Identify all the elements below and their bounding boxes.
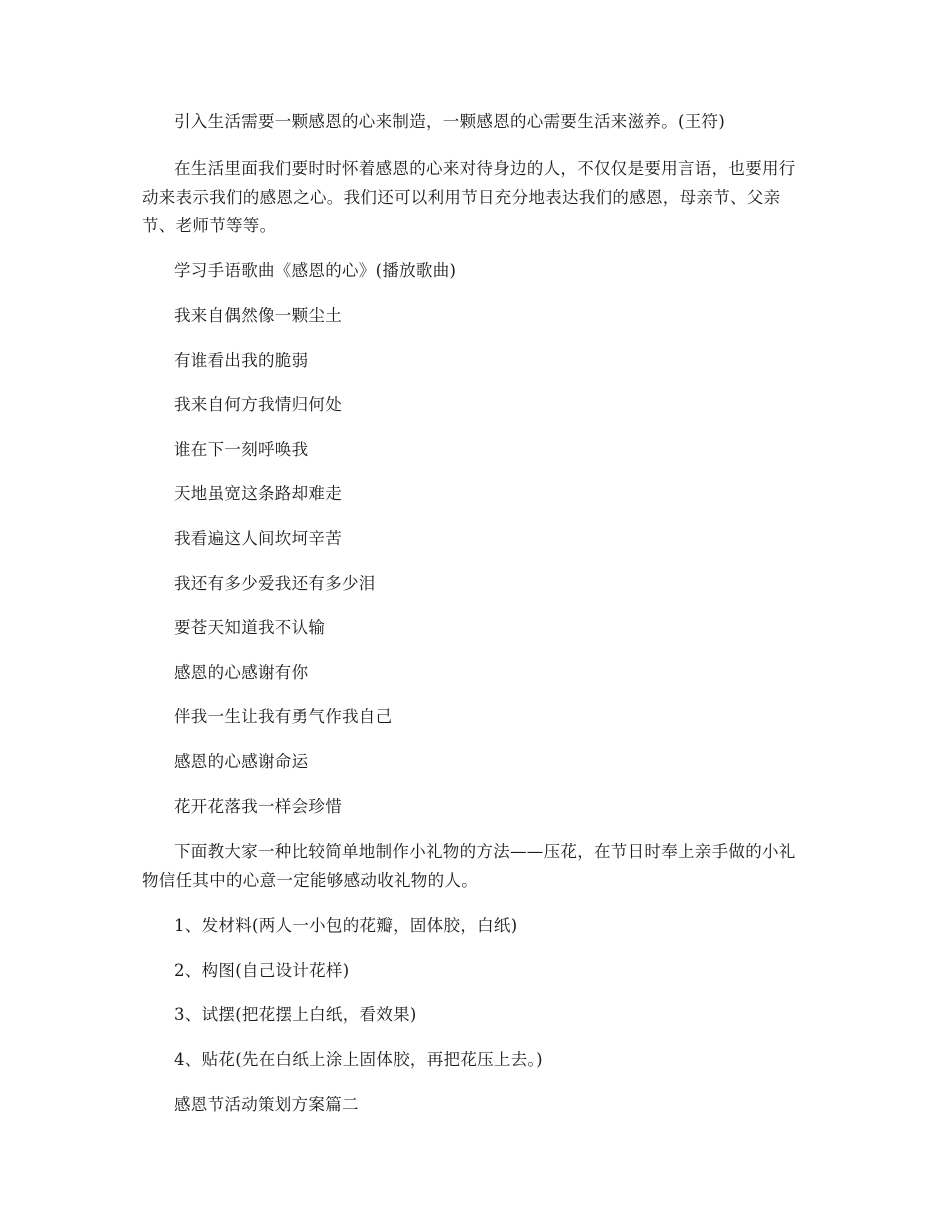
gift-intro-paragraph: 下面教大家一种比较简单地制作小礼物的方法——压花，在节日时奉上亲手做的小礼物信任其中的心意一定能够感动收礼物的人。 <box>142 842 796 890</box>
lyric-line: 伴我一生让我有勇气作我自己 <box>174 707 393 726</box>
quote-paragraph: 引入生活需要一颗感恩的心来制造，一颗感恩的心需要生活来滋养。(王符) <box>174 112 726 131</box>
lyric-line: 我来自偶然像一颗尘土 <box>174 306 342 325</box>
lyric-line: 我看遍这人间坎坷辛苦 <box>174 529 342 548</box>
lyric-line: 我还有多少爱我还有多少泪 <box>174 574 376 593</box>
lyric-line: 花开花落我一样会珍惜 <box>174 797 342 816</box>
lyric-line: 要苍天知道我不认输 <box>174 618 326 637</box>
lyric-line: 有谁看出我的脆弱 <box>174 351 309 370</box>
song-intro-line: 学习手语歌曲《感恩的心》(播放歌曲) <box>174 261 457 280</box>
lyric-line: 感恩的心感谢有你 <box>174 663 309 682</box>
lyric-line: 我来自何方我情归何处 <box>174 395 342 414</box>
lyric-line: 谁在下一刻呼唤我 <box>174 440 309 459</box>
lyric-line: 感恩的心感谢命运 <box>174 752 309 771</box>
lyric-line: 天地虽宽这条路却难走 <box>174 484 342 503</box>
step-item: 2、构图(自己设计花样) <box>174 961 350 980</box>
body-paragraph: 在生活里面我们要时时怀着感恩的心来对待身边的人，不仅仅是要用言语，也要用行动来表示我们的感恩之心。我们还可以利用节日充分地表达我们的感恩，母亲节、父亲节、老师节等等。 <box>142 159 796 235</box>
step-item: 4、贴花(先在白纸上涂上固体胶，再把花压上去。) <box>174 1050 543 1069</box>
step-item: 3、试摆(把花摆上白纸，看效果) <box>174 1005 417 1024</box>
section-heading: 感恩节活动策划方案篇二 <box>174 1095 359 1114</box>
step-item: 1、发材料(两人一小包的花瓣，固体胶，白纸) <box>174 916 518 935</box>
